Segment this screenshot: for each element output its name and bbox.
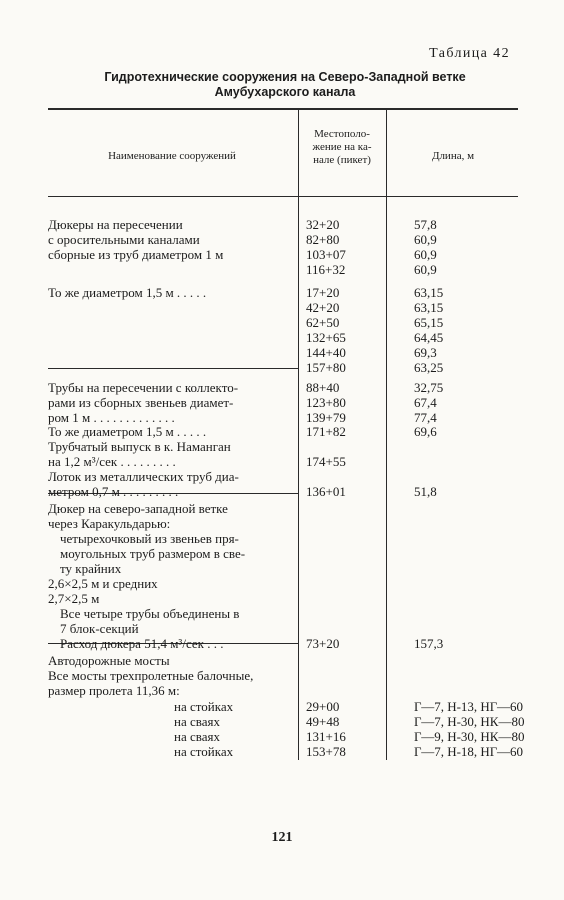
structure-name: размер пролета 11,36 м:	[48, 683, 180, 698]
structure-name: Дюкер на северо-западной ветке	[48, 501, 228, 516]
location-picket: 144+40	[306, 345, 346, 360]
table-row	[48, 425, 518, 439]
length-value: 51,8	[414, 484, 437, 499]
location-picket: 171+82	[306, 424, 346, 439]
structure-name: Трубчатый выпуск в к. Наманган	[48, 439, 231, 454]
table-row	[48, 684, 518, 698]
table-row	[48, 470, 518, 484]
structure-name: Все четыре трубы объединены в	[60, 606, 240, 621]
structure-name: Дюкеры на пересечении	[48, 217, 183, 232]
location-picket: 73+20	[306, 636, 340, 651]
location-picket: 131+16	[306, 729, 346, 744]
length-value: 67,4	[414, 395, 437, 410]
header-location	[300, 128, 384, 167]
structure-name: четырехочковый из звеньев пря-	[60, 531, 239, 546]
table-row	[48, 532, 518, 546]
location-picket: 153+78	[306, 744, 346, 759]
table-row	[48, 654, 518, 668]
table-row	[48, 485, 518, 499]
table-row	[48, 396, 518, 410]
location-picket: 82+80	[306, 232, 340, 247]
structure-name: рами из сборных звеньев диамет-	[48, 395, 234, 410]
length-value: 157,3	[414, 636, 444, 651]
table-row	[48, 637, 518, 651]
table-row	[48, 714, 525, 729]
structure-name: метром 0,7 м . . . . . . . . .	[48, 484, 179, 499]
length-value: 63,15	[414, 300, 444, 315]
location-picket: 29+00	[306, 699, 340, 714]
table-row	[48, 248, 518, 262]
length-value: 32,75	[414, 380, 444, 395]
table-row	[48, 517, 518, 531]
structure-name: Лоток из металлических труб диа-	[48, 469, 239, 484]
structure-name: То же диаметром 1,5 м . . . . .	[48, 285, 207, 300]
structure-name: Трубы на пересечении с коллекто-	[48, 380, 239, 395]
length-value: 60,9	[414, 232, 437, 247]
length-value: Г—7, Н-30, НК—80	[414, 714, 525, 729]
length-value: 65,15	[414, 315, 444, 330]
table-row	[48, 331, 518, 345]
structure-name: Все мосты трехпролетные балочные,	[48, 668, 254, 683]
header-location-line: жение на ка-	[312, 141, 372, 153]
table-row	[48, 411, 518, 425]
location-picket: 49+48	[306, 714, 340, 729]
length-value: 63,15	[414, 285, 444, 300]
structure-name: 2,7×2,5 м	[48, 591, 100, 606]
length-value: Г—7, Н-18, НГ—60	[414, 744, 523, 759]
location-picket: 103+07	[306, 247, 346, 262]
structure-name: То же диаметром 1,5 м . . . . .	[48, 424, 207, 439]
structure-name: 2,6×2,5 м и средних	[48, 576, 158, 591]
structure-name: на сваях	[174, 714, 220, 729]
header-bottom-rule	[48, 196, 518, 197]
table-row	[48, 622, 518, 636]
table-row	[48, 316, 518, 330]
table-row	[48, 577, 518, 591]
table-row	[48, 440, 518, 454]
location-picket: 32+20	[306, 217, 340, 232]
header-location-line: нале (пикет)	[313, 154, 371, 166]
table-row	[48, 547, 518, 561]
location-picket: 88+40	[306, 380, 340, 395]
length-value: 60,9	[414, 262, 437, 277]
table-row	[48, 381, 518, 395]
header-name: Наименование сооружений	[108, 150, 236, 162]
table-row	[48, 669, 518, 683]
table-row	[48, 263, 518, 277]
structure-name: моугольных труб размером в све-	[60, 546, 246, 561]
location-picket: 139+79	[306, 410, 346, 425]
length-value: 69,3	[414, 345, 437, 360]
length-value: 69,6	[414, 424, 437, 439]
length-value: 63,25	[414, 360, 444, 375]
table-row	[48, 592, 518, 606]
location-picket: 42+20	[306, 300, 340, 315]
structure-name: 7 блок-секций	[60, 621, 139, 636]
structure-name: Расход дюкера 51,4 м³/сек . . .	[60, 636, 224, 651]
header-location-line: Местополо-	[314, 128, 370, 140]
table-row	[48, 607, 518, 621]
structure-name: Автодорожные мосты	[48, 653, 170, 668]
table-row	[48, 361, 518, 375]
structure-name: на сваях	[174, 729, 220, 744]
table-row	[48, 455, 518, 469]
table-number: Таблица 42	[429, 46, 510, 61]
table-row	[48, 218, 518, 232]
structure-name: через Каракульдарью:	[48, 516, 171, 531]
location-picket: 174+55	[306, 454, 346, 469]
location-picket: 62+50	[306, 315, 340, 330]
length-value: Г—7, Н-13, НГ—60	[414, 699, 523, 714]
table-row	[48, 286, 518, 300]
table-row	[48, 233, 518, 247]
table-row	[48, 744, 523, 759]
structure-name: ту крайних	[60, 561, 122, 576]
location-picket: 157+80	[306, 360, 346, 375]
title-line-2: Амубухарского канала	[214, 85, 356, 99]
title-line-1: Гидротехнические сооружения на Северо-Западной ветке	[104, 70, 466, 84]
structure-name: на 1,2 м³/сек . . . . . . . . .	[48, 454, 176, 469]
length-value: 77,4	[414, 410, 437, 425]
length-value: Г—9, Н-30, НК—80	[414, 729, 525, 744]
header-top-rule	[48, 108, 518, 110]
structure-name: на стойках	[174, 744, 234, 759]
table-row	[48, 699, 523, 714]
page-number: 121	[271, 830, 293, 845]
table-title	[60, 70, 510, 100]
length-value: 57,8	[414, 217, 437, 232]
header-length: Длина, м	[431, 150, 475, 162]
structure-name: ром 1 м . . . . . . . . . . . . .	[48, 410, 175, 425]
table-row	[48, 301, 518, 315]
length-value: 60,9	[414, 247, 437, 262]
table-row	[48, 562, 518, 576]
table-row	[48, 502, 518, 516]
location-picket: 132+65	[306, 330, 346, 345]
structure-name: сборные из труб диаметром 1 м	[48, 247, 224, 262]
table-row	[48, 729, 525, 744]
location-picket: 136+01	[306, 484, 346, 499]
location-picket: 17+20	[306, 285, 340, 300]
structure-name: с оросительными каналами	[48, 232, 200, 247]
length-value: 64,45	[414, 330, 444, 345]
location-picket: 123+80	[306, 395, 346, 410]
table-row	[48, 346, 518, 360]
location-picket: 116+32	[306, 262, 346, 277]
structure-name: на стойках	[174, 699, 234, 714]
